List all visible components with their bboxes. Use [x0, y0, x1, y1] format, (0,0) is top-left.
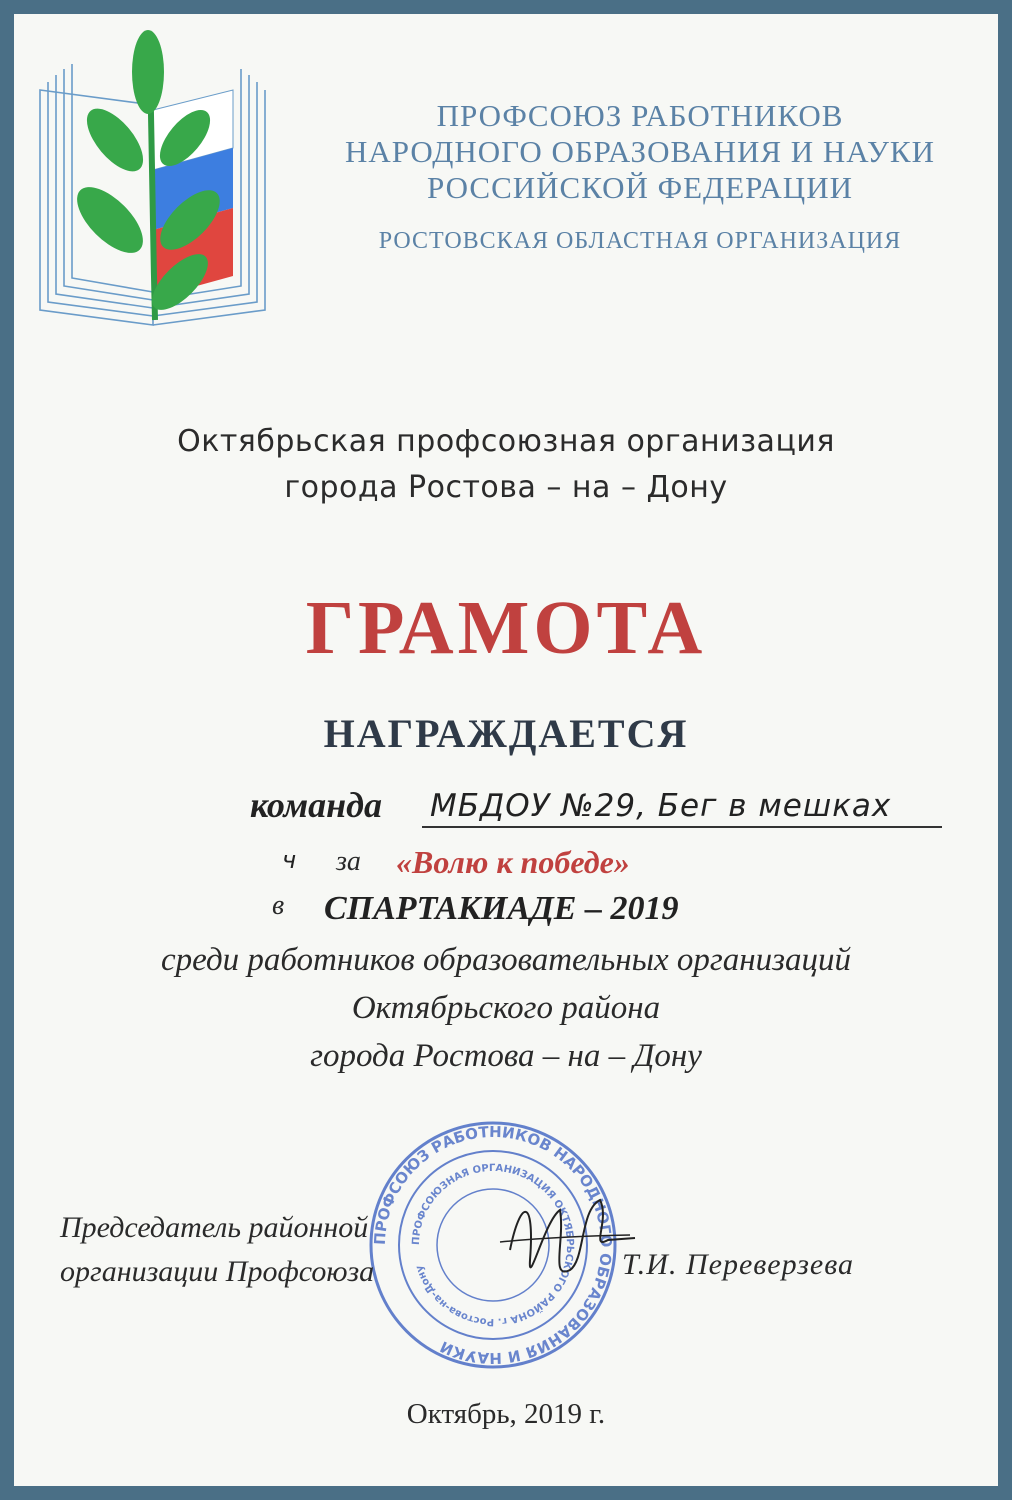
- awarded-heading: НАГРАЖДАЕТСЯ: [323, 711, 689, 756]
- event-prefix: в: [272, 890, 285, 921]
- header-line-3: РОССИЙСКОЙ ФЕДЕРАЦИИ: [427, 170, 853, 205]
- reason-mark: ч: [282, 846, 298, 874]
- svg-text:ПРОФСОЮЗНАЯ ОРГАНИЗАЦИЯ ОКТЯБР: ПРОФСОЮЗНАЯ ОРГАНИЗАЦИЯ ОКТЯБРЬСКОГО РАЙОНА г. Ростова-на-Дону: [410, 1162, 576, 1328]
- signature-title-line-2: организации Профсоюза: [60, 1255, 375, 1288]
- union-header: [300, 98, 980, 206]
- certificate-date: Октябрь, 2019 г.: [406, 1398, 606, 1430]
- description-line-1: среди работников образовательных организаций: [160, 942, 852, 978]
- recipient-handwritten: МБДОУ №29, Бег в мешках: [430, 788, 892, 824]
- union-logo-icon: [20, 20, 290, 330]
- organization-line-1: Октябрьская профсоюзная организация: [177, 424, 835, 459]
- recipient-underline: [422, 826, 942, 828]
- certificate-title: ГРАМОТА: [305, 586, 707, 670]
- signature-icon: [490, 1180, 640, 1300]
- signatory-name: Т.И. Переверзева: [622, 1248, 855, 1281]
- header-subline: РОСТОВСКАЯ ОБЛАСТНАЯ ОРГАНИЗАЦИЯ: [378, 228, 902, 254]
- reason-line: [282, 846, 982, 890]
- description-line-2: Октябрьского района: [351, 990, 661, 1026]
- organization-line-2: города Ростова – на – Дону: [284, 470, 728, 505]
- svg-text:ПРОФСОЮЗ РАБОТНИКОВ НАРОДНОГО: ПРОФСОЮЗ РАБОТНИКОВ НАРОДНОГО ОБРАЗОВАНИЯ И НАУКИ: [370, 1122, 616, 1368]
- header-line-1: ПРОФСОЮЗ РАБОТНИКОВ: [436, 98, 844, 133]
- recipient-prefix: команда: [250, 785, 383, 825]
- signature-title: [60, 1206, 374, 1294]
- event-name: СПАРТАКИАДЕ – 2019: [324, 890, 679, 927]
- reason-text: «Волю к победе»: [396, 844, 630, 880]
- description-line-3: города Ростова – на – Дону: [310, 1038, 702, 1074]
- reason-prefix: за: [336, 846, 361, 877]
- header-line-2: НАРОДНОГО ОБРАЗОВАНИЯ И НАУКИ: [345, 134, 935, 169]
- recipient-line: [250, 784, 970, 834]
- signature-title-line-1: Председатель районной: [60, 1211, 369, 1244]
- event-line: [272, 890, 972, 940]
